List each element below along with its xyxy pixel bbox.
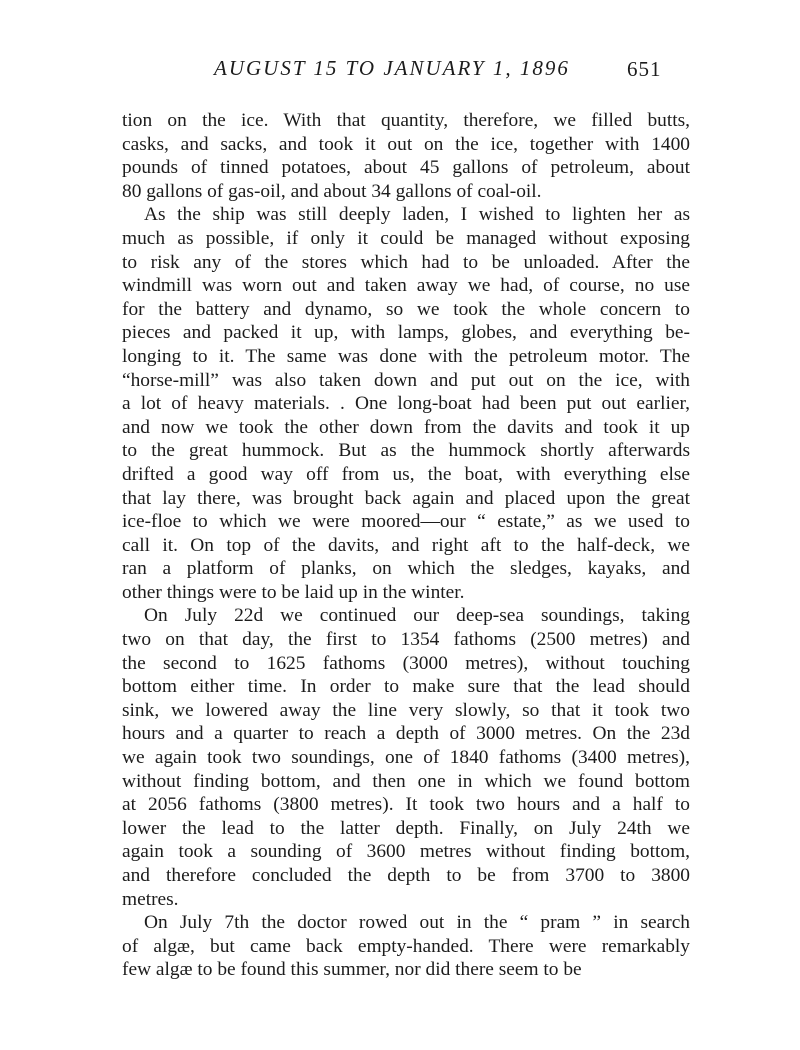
text-line: sink, we lowered away the line very slowly, so that it took two (122, 699, 690, 721)
text-line: On July 7th the doctor rowed out in the “ pram ” in search (144, 912, 690, 934)
text-line: As the ship was still deeply laden, I wished to lighten her as (144, 204, 690, 226)
text-line: longing to it. The same was done with the petroleum motor. The (122, 345, 690, 367)
text-line: two on that day, the first to 1354 fathoms (2500 metres) and (122, 629, 690, 651)
text-line: tion on the ice. With that quantity, therefore, we filled butts, (122, 110, 690, 131)
text-line: the second to 1625 fathoms (3000 metres), without touching (122, 652, 690, 674)
text-line: “horse-mill” was also taken down and put out on the ice, with (122, 369, 690, 391)
text-line: to risk any of the stores which had to be unloaded. After the (122, 251, 690, 273)
text-line: at 2056 fathoms (3800 metres). It took two hours and a half to (122, 794, 690, 816)
running-title: AUGUST 15 TO JANUARY 1, 1896 (214, 56, 570, 80)
text-line: 80 gallons of gas-oil, and about 34 gallons of coal-oil. (122, 180, 542, 202)
text-line: without finding bottom, and then one in which we found bottom (122, 770, 690, 792)
text-line: to the great hummock. But as the hummock shortly afterwards (122, 440, 690, 462)
text-line: ice-floe to which we were moored—our “ estate,” as we used to (122, 511, 690, 533)
text-line: and therefore concluded the depth to be from 3700 to 3800 (122, 865, 690, 886)
text-line: for the battery and dynamo, so we took the whole concern to (122, 298, 690, 320)
text-line: casks, and sacks, and took it out on the ice, together with 1400 (122, 133, 690, 155)
text-line: pieces and packed it up, with lamps, globes, and everything be- (122, 322, 690, 344)
text-line: pounds of tinned potatoes, about 45 gallons of petroleum, about (122, 157, 690, 179)
text-line: of algæ, but came back empty-handed. There were remarkably (122, 935, 690, 957)
text-line: call it. On top of the davits, and right aft to the half-deck, we (122, 534, 690, 556)
text-line: few algæ to be found this summer, nor did there seem to be (122, 959, 582, 981)
text-line: hours and a quarter to reach a depth of 3000 metres. On the 23d (122, 723, 690, 745)
page-number: 651 (627, 57, 662, 81)
text-line: again took a sounding of 3600 metres without finding bottom, (122, 841, 690, 863)
text-line: that lay there, was brought back again and placed upon the great (122, 487, 690, 509)
text-line: On July 22d we continued our deep-sea soundings, taking (144, 605, 690, 627)
text-line: bottom either time. In order to make sure that the lead should (122, 676, 690, 698)
paragraph (122, 604, 690, 911)
text-line: windmill was worn out and taken away we had, of course, no use (122, 275, 690, 297)
paragraph (122, 109, 690, 203)
body-text (122, 109, 690, 982)
text-line: ran a platform of planks, on which the sledges, kayaks, and (122, 558, 690, 580)
text-line: much as possible, if only it could be managed without exposing (122, 227, 690, 249)
text-line: lower the lead to the latter depth. Finally, on July 24th we (122, 817, 690, 839)
text-line: a lot of heavy materials. . One long-boat had been put out earlier, (122, 393, 690, 415)
running-header (0, 56, 800, 90)
text-line: drifted a good way off from us, the boat, with everything else (122, 463, 690, 485)
text-line: and now we took the other down from the davits and took it up (122, 416, 690, 438)
paragraph (122, 911, 690, 982)
text-line: metres. (122, 888, 179, 910)
text-line: other things were to be laid up in the winter. (122, 581, 465, 603)
text-line: we again took two soundings, one of 1840 fathoms (3400 metres), (122, 747, 690, 769)
paragraph (122, 203, 690, 604)
